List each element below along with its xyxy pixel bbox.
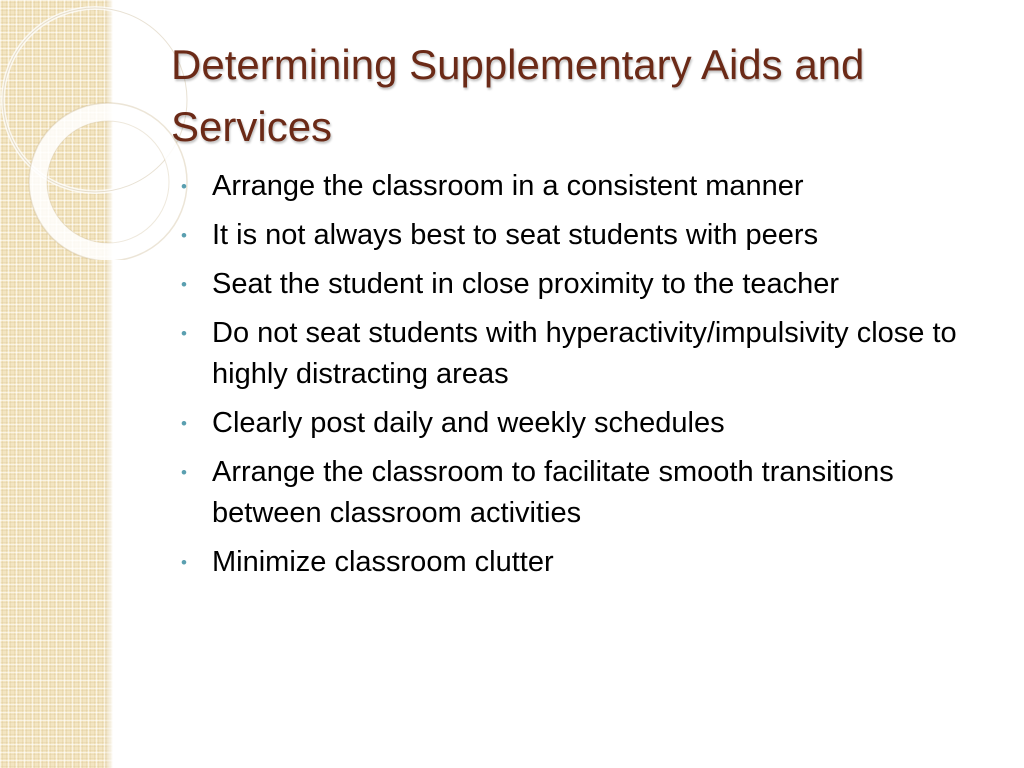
- bullet-text: Minimize classroom clutter: [212, 546, 554, 578]
- bullet-text: Do not seat students with hyperactivity/impulsivity close to highly distracting areas: [212, 317, 957, 390]
- bullet-item: [180, 166, 1000, 207]
- bullet-text: It is not always best to seat students with peers: [212, 219, 819, 251]
- slide-title: Determining Supplementary Aids and Services: [171, 41, 865, 150]
- decorative-rings: [0, 0, 200, 260]
- bullet-list: [180, 166, 1000, 591]
- bullet-text: Seat the student in close proximity to the teacher: [212, 268, 840, 300]
- bullet-icon: •: [181, 463, 187, 482]
- bullet-icon: •: [181, 553, 187, 572]
- bullet-item: [180, 313, 1000, 395]
- bullet-icon: •: [181, 226, 187, 245]
- bullet-item: [180, 452, 1000, 534]
- bullet-item: [180, 403, 1000, 444]
- bullet-icon: •: [181, 414, 187, 433]
- bullet-text: Clearly post daily and weekly schedules: [212, 407, 725, 439]
- bullet-item: [180, 264, 1000, 305]
- bullet-text: Arrange the classroom in a consistent manner: [212, 170, 804, 202]
- bullet-icon: •: [181, 275, 187, 294]
- bullet-icon: •: [181, 177, 187, 196]
- bullet-item: [180, 542, 1000, 583]
- bullet-item: [180, 215, 1000, 256]
- bullet-text: Arrange the classroom to facilitate smooth transitions between classroom activities: [212, 456, 894, 529]
- bullet-icon: •: [181, 324, 187, 343]
